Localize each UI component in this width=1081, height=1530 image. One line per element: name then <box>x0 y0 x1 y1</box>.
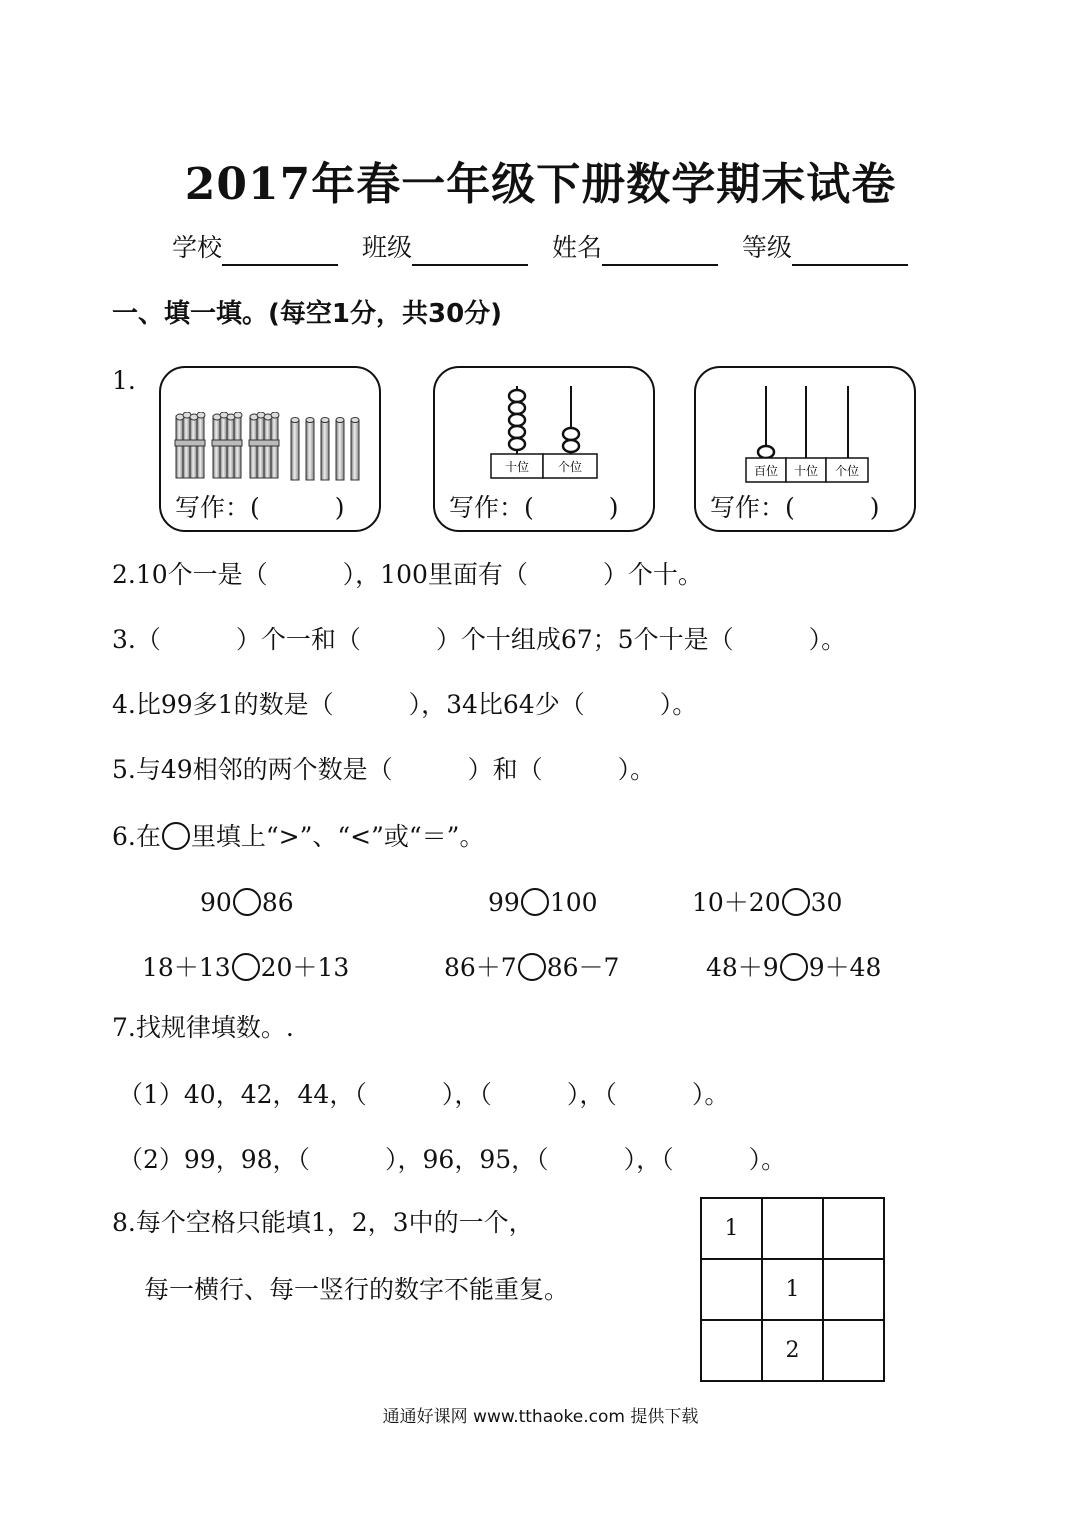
compare-item <box>444 953 619 983</box>
compare-circle[interactable] <box>232 953 260 981</box>
class-label: 班级 <box>361 233 412 262</box>
compare-right: 9＋48 <box>808 953 882 982</box>
school-blank[interactable] <box>222 238 338 266</box>
abacus-three-rod-icon <box>742 382 872 488</box>
compare-right: 86－7 <box>546 953 620 982</box>
compare-left: 90 <box>200 888 232 917</box>
class-blank[interactable] <box>412 238 528 266</box>
compare-right: 86 <box>261 888 294 917</box>
q1-write-label-3: 写作：( ) <box>710 493 880 522</box>
grid-cell[interactable] <box>701 1259 762 1320</box>
circle-icon <box>162 822 190 850</box>
compare-circle[interactable] <box>780 953 808 981</box>
section-heading: 一、填一填。(每空1分，共30分) <box>112 299 503 329</box>
q6-prefix: 6.在 <box>112 822 161 851</box>
compare-circle[interactable] <box>518 953 546 981</box>
name-label: 姓名 <box>551 233 602 262</box>
grid-cell[interactable] <box>701 1320 762 1381</box>
compare-circle[interactable] <box>233 888 261 916</box>
sticks-bundles-icon <box>173 412 373 484</box>
q6-suffix: 里填上“>”、“<”或“＝”。 <box>190 822 485 851</box>
name-blank[interactable] <box>602 238 718 266</box>
abacus-three-label-ones: 个位 <box>834 464 860 478</box>
abacus-three-label-hundreds: 百位 <box>753 464 779 478</box>
compare-right: 20＋13 <box>260 953 350 982</box>
compare-left: 10＋20 <box>692 888 781 917</box>
sudoku-grid <box>700 1197 885 1382</box>
footer-watermark: 通通好课网 www.tthaoke.com 提供下载 <box>382 1407 699 1427</box>
question-3: 3.（ ）个一和（ ）个十组成67；5个十是（ ）。 <box>112 625 847 654</box>
question-5: 5.与49相邻的两个数是（ ）和（ ）。 <box>112 755 656 784</box>
compare-circle[interactable] <box>521 888 549 916</box>
grid-cell: 1 <box>701 1198 762 1259</box>
compare-item <box>200 888 294 918</box>
compare-item <box>706 953 881 983</box>
q1-card-abacus-three <box>694 366 916 532</box>
grade-label: 等级 <box>741 233 792 262</box>
compare-item <box>488 888 598 918</box>
grid-cell: 2 <box>762 1320 823 1381</box>
student-info-line <box>172 230 924 266</box>
question-8-line1: 8.每个空格只能填1，2，3中的一个， <box>112 1208 534 1237</box>
compare-left: 99 <box>488 888 520 917</box>
compare-right: 100 <box>549 888 598 917</box>
page-title: 2017年春一年级下册数学期末试卷 <box>184 159 897 210</box>
compare-right: 30 <box>810 888 843 917</box>
compare-left: 18＋13 <box>142 953 231 982</box>
q1-number: 1. <box>112 366 136 395</box>
abacus-two-label-ones: 个位 <box>557 460 583 474</box>
question-7-1: （1）40，42，44，（ ），（ ），（ ）。 <box>118 1080 730 1109</box>
q1-write-label-2: 写作：( ) <box>449 493 619 522</box>
compare-item <box>692 888 842 918</box>
question-7: 7.找规律填数。. <box>112 1013 294 1042</box>
question-8-line2: 每一横行、每一竖行的数字不能重复。 <box>144 1275 570 1304</box>
compare-item <box>142 953 349 983</box>
abacus-three-label-tens: 十位 <box>793 464 819 478</box>
abacus-two-rod-icon <box>485 382 605 482</box>
grid-cell[interactable] <box>823 1259 884 1320</box>
q1-card-sticks <box>159 366 381 532</box>
q1-write-label-1: 写作：( ) <box>175 493 345 522</box>
compare-left: 48＋9 <box>706 953 779 982</box>
grid-cell: 1 <box>762 1259 823 1320</box>
abacus-two-label-tens: 十位 <box>504 460 530 474</box>
question-7-2: （2）99，98，（ ），96，95，（ ），（ ）。 <box>118 1145 787 1174</box>
compare-circle[interactable] <box>782 888 810 916</box>
compare-left: 86＋7 <box>444 953 517 982</box>
school-label: 学校 <box>172 233 223 262</box>
grid-cell[interactable] <box>823 1198 884 1259</box>
grade-blank[interactable] <box>792 238 908 266</box>
question-2: 2.10个一是（ ），100里面有（ ）个十。 <box>112 560 703 589</box>
q1-card-abacus-two <box>433 366 655 532</box>
question-6 <box>112 822 484 852</box>
grid-cell[interactable] <box>762 1198 823 1259</box>
question-4: 4.比99多1的数是（ ），34比64少（ ）。 <box>112 690 698 719</box>
grid-cell[interactable] <box>823 1320 884 1381</box>
